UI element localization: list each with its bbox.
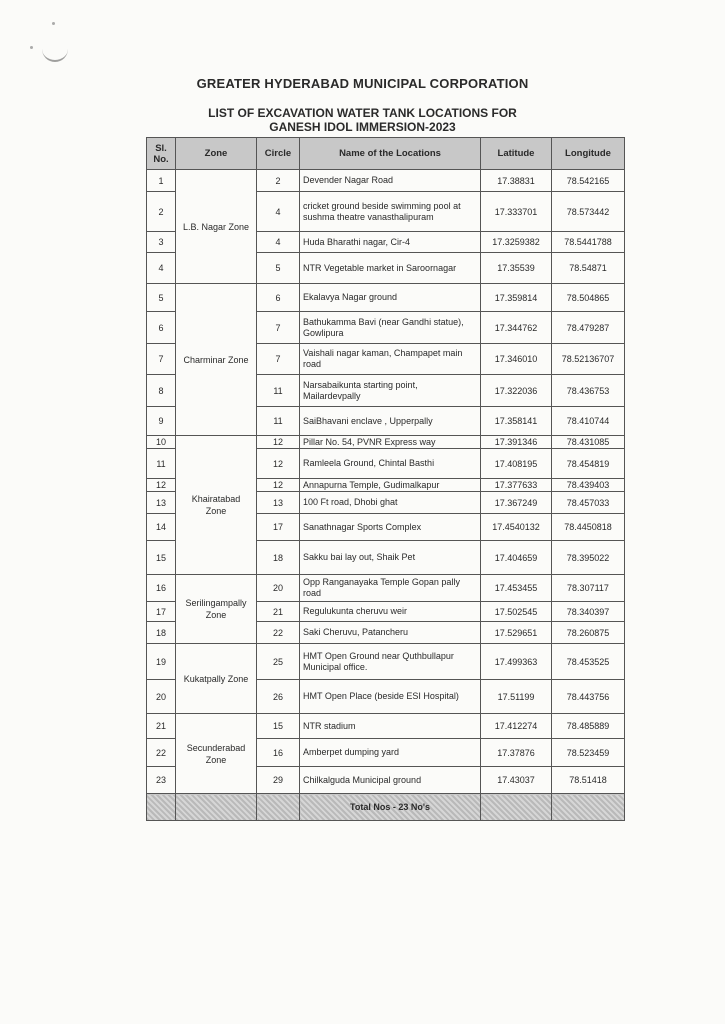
longitude-cell: 78.4450818 [552, 514, 625, 541]
organization-title: GREATER HYDERABAD MUNICIPAL CORPORATION [196, 76, 529, 91]
circle-cell: 26 [257, 680, 300, 714]
total-label: Total Nos - 23 No's [300, 794, 481, 821]
latitude-cell: 17.322036 [481, 375, 552, 407]
sl-cell: 23 [147, 767, 176, 794]
circle-cell: 12 [257, 479, 300, 492]
longitude-cell: 78.54871 [552, 253, 625, 284]
total-empty-cell [552, 794, 625, 821]
latitude-cell: 17.43037 [481, 767, 552, 794]
latitude-cell: 17.502545 [481, 602, 552, 622]
location-cell: Ekalavya Nagar ground [300, 284, 481, 312]
sl-cell: 18 [147, 622, 176, 644]
sl-cell: 9 [147, 407, 176, 436]
latitude-cell: 17.367249 [481, 492, 552, 514]
circle-cell: 5 [257, 253, 300, 284]
latitude-cell: 17.51199 [481, 680, 552, 714]
circle-cell: 11 [257, 375, 300, 407]
document-title [0, 106, 725, 134]
header-zone: Zone [176, 138, 257, 170]
sl-cell: 17 [147, 602, 176, 622]
location-cell: NTR stadium [300, 714, 481, 739]
longitude-cell: 78.395022 [552, 541, 625, 575]
circle-cell: 4 [257, 192, 300, 232]
latitude-cell: 17.529651 [481, 622, 552, 644]
location-cell: Narsabaikunta starting point, Mailardevpally [300, 375, 481, 407]
longitude-cell: 78.5441788 [552, 232, 625, 253]
circle-cell: 29 [257, 767, 300, 794]
scan-speck [52, 22, 55, 25]
scan-mark [42, 38, 68, 62]
sl-cell: 14 [147, 514, 176, 541]
location-cell: 100 Ft road, Dhobi ghat [300, 492, 481, 514]
header-longitude: Longitude [552, 138, 625, 170]
latitude-cell: 17.3259382 [481, 232, 552, 253]
circle-cell: 20 [257, 575, 300, 602]
longitude-cell: 78.431085 [552, 436, 625, 449]
header-sl-no: Sl. No. [147, 138, 176, 170]
location-cell: Ramleela Ground, Chintal Basthi [300, 449, 481, 479]
location-cell: Huda Bharathi nagar, Cir-4 [300, 232, 481, 253]
table-row [147, 436, 625, 449]
location-cell: Devender Nagar Road [300, 170, 481, 192]
sl-cell: 13 [147, 492, 176, 514]
circle-cell: 16 [257, 739, 300, 767]
longitude-cell: 78.52136707 [552, 344, 625, 375]
location-cell: HMT Open Place (beside ESI Hospital) [300, 680, 481, 714]
table-header-row [147, 138, 625, 170]
sl-cell: 1 [147, 170, 176, 192]
location-cell: Annapurna Temple, Gudimalkapur [300, 479, 481, 492]
sl-cell: 11 [147, 449, 176, 479]
header-location: Name of the Locations [300, 138, 481, 170]
total-empty-cell [481, 794, 552, 821]
scan-speck [30, 46, 33, 49]
location-cell: Amberpet dumping yard [300, 739, 481, 767]
circle-cell: 2 [257, 170, 300, 192]
location-cell: Bathukamma Bavi (near Gandhi statue), Gowlipura [300, 312, 481, 344]
total-row [147, 794, 625, 821]
circle-cell: 17 [257, 514, 300, 541]
sl-cell: 8 [147, 375, 176, 407]
sl-cell: 2 [147, 192, 176, 232]
location-cell: cricket ground beside swimming pool at sushma theatre vanasthalipuram [300, 192, 481, 232]
circle-cell: 18 [257, 541, 300, 575]
zone-cell-serilingampally: Serilingampally Zone [176, 575, 257, 644]
circle-cell: 15 [257, 714, 300, 739]
latitude-cell: 17.412274 [481, 714, 552, 739]
table-row [147, 575, 625, 602]
sl-cell: 19 [147, 644, 176, 680]
longitude-cell: 78.542165 [552, 170, 625, 192]
zone-cell-khairatabad: Khairatabad Zone [176, 436, 257, 575]
locations-table [146, 137, 625, 821]
location-cell: Pillar No. 54, PVNR Express way [300, 436, 481, 449]
longitude-cell: 78.340397 [552, 602, 625, 622]
circle-cell: 25 [257, 644, 300, 680]
circle-cell: 21 [257, 602, 300, 622]
circle-cell: 13 [257, 492, 300, 514]
longitude-cell: 78.260875 [552, 622, 625, 644]
circle-cell: 12 [257, 436, 300, 449]
longitude-cell: 78.439403 [552, 479, 625, 492]
document-title-line-2: GANESH IDOL IMMERSION-2023 [269, 120, 456, 134]
longitude-cell: 78.457033 [552, 492, 625, 514]
total-empty-cell [147, 794, 176, 821]
location-cell: Opp Ranganayaka Temple Gopan pally road [300, 575, 481, 602]
longitude-cell: 78.51418 [552, 767, 625, 794]
zone-cell-kukatpally: Kukatpally Zone [176, 644, 257, 714]
latitude-cell: 17.358141 [481, 407, 552, 436]
latitude-cell: 17.38831 [481, 170, 552, 192]
longitude-cell: 78.410744 [552, 407, 625, 436]
circle-cell: 7 [257, 344, 300, 375]
sl-cell: 20 [147, 680, 176, 714]
latitude-cell: 17.404659 [481, 541, 552, 575]
location-cell: Sakku bai lay out, Shaik Pet [300, 541, 481, 575]
longitude-cell: 78.479287 [552, 312, 625, 344]
latitude-cell: 17.346010 [481, 344, 552, 375]
location-cell: SaiBhavani enclave , Upperpally [300, 407, 481, 436]
sl-cell: 3 [147, 232, 176, 253]
circle-cell: 12 [257, 449, 300, 479]
location-cell: Sanathnagar Sports Complex [300, 514, 481, 541]
sl-cell: 15 [147, 541, 176, 575]
zone-cell-lb-nagar: L.B. Nagar Zone [176, 170, 257, 284]
latitude-cell: 17.35539 [481, 253, 552, 284]
sl-cell: 4 [147, 253, 176, 284]
zone-cell-charminar: Charminar Zone [176, 284, 257, 436]
table-row [147, 170, 625, 192]
location-cell: Chilkalguda Municipal ground [300, 767, 481, 794]
location-cell: HMT Open Ground near Quthbullapur Municipal office. [300, 644, 481, 680]
longitude-cell: 78.504865 [552, 284, 625, 312]
sl-cell: 21 [147, 714, 176, 739]
sl-cell: 10 [147, 436, 176, 449]
total-empty-cell [257, 794, 300, 821]
latitude-cell: 17.37876 [481, 739, 552, 767]
circle-cell: 22 [257, 622, 300, 644]
header-latitude: Latitude [481, 138, 552, 170]
latitude-cell: 17.453455 [481, 575, 552, 602]
total-empty-cell [176, 794, 257, 821]
latitude-cell: 17.391346 [481, 436, 552, 449]
sl-cell: 6 [147, 312, 176, 344]
latitude-cell: 17.344762 [481, 312, 552, 344]
longitude-cell: 78.453525 [552, 644, 625, 680]
location-cell: Saki Cheruvu, Patancheru [300, 622, 481, 644]
longitude-cell: 78.307117 [552, 575, 625, 602]
longitude-cell: 78.454819 [552, 449, 625, 479]
longitude-cell: 78.436753 [552, 375, 625, 407]
latitude-cell: 17.408195 [481, 449, 552, 479]
longitude-cell: 78.485889 [552, 714, 625, 739]
longitude-cell: 78.573442 [552, 192, 625, 232]
circle-cell: 11 [257, 407, 300, 436]
latitude-cell: 17.4540132 [481, 514, 552, 541]
sl-cell: 16 [147, 575, 176, 602]
circle-cell: 6 [257, 284, 300, 312]
table-row [147, 644, 625, 680]
latitude-cell: 17.333701 [481, 192, 552, 232]
latitude-cell: 17.377633 [481, 479, 552, 492]
circle-cell: 7 [257, 312, 300, 344]
latitude-cell: 17.359814 [481, 284, 552, 312]
location-cell: Vaishali nagar kaman, Champapet main road [300, 344, 481, 375]
sl-cell: 12 [147, 479, 176, 492]
table-row [147, 714, 625, 739]
header-circle: Circle [257, 138, 300, 170]
longitude-cell: 78.443756 [552, 680, 625, 714]
longitude-cell: 78.523459 [552, 739, 625, 767]
location-cell: NTR Vegetable market in Saroornagar [300, 253, 481, 284]
sl-cell: 7 [147, 344, 176, 375]
zone-cell-secunderabad: Secunderabad Zone [176, 714, 257, 794]
sl-cell: 5 [147, 284, 176, 312]
circle-cell: 4 [257, 232, 300, 253]
latitude-cell: 17.499363 [481, 644, 552, 680]
sl-cell: 22 [147, 739, 176, 767]
document-title-line-1: LIST OF EXCAVATION WATER TANK LOCATIONS FOR [208, 106, 517, 120]
table-row [147, 284, 625, 312]
location-cell: Regulukunta cheruvu weir [300, 602, 481, 622]
